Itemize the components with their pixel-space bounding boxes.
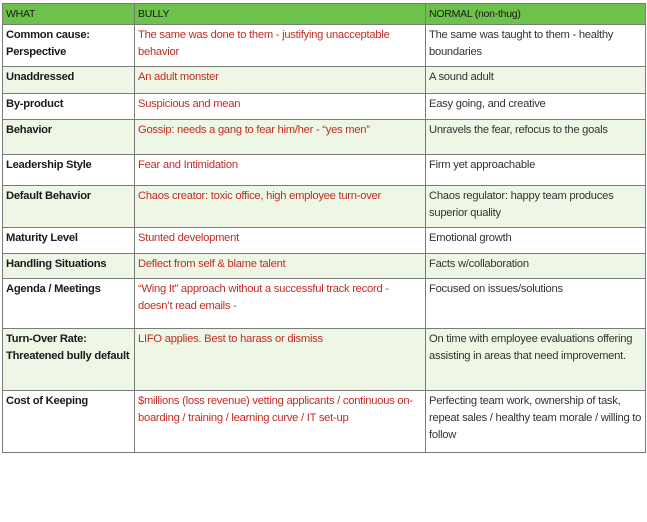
cell-text: Suspicious and mean [138, 98, 241, 110]
cell-bully [135, 329, 426, 391]
cell-normal [426, 186, 646, 228]
cell-text: Fear and Intimidation [138, 159, 238, 171]
cell-normal [426, 391, 646, 453]
table-row [3, 391, 646, 453]
cell-text: Default Behavior [6, 190, 91, 202]
cell-text: LIFO applies. Best to harass or dismiss [138, 333, 323, 345]
cell-text: Unravels the fear, refocus to the goals [429, 124, 608, 136]
cell-what [3, 329, 135, 391]
cell-text: The same was done to them - justifying unacceptable behavior [138, 29, 390, 58]
cell-normal [426, 25, 646, 67]
cell-what [3, 279, 135, 329]
cell-text: Firm yet approachable [429, 159, 536, 171]
header-row [3, 4, 646, 25]
cell-text: Deflect from self & blame talent [138, 258, 286, 270]
cell-text: The same was taught to them - healthy boundaries [429, 29, 614, 58]
cell-what [3, 25, 135, 67]
table-row [3, 228, 646, 254]
cell-normal [426, 120, 646, 155]
cell-text: Perfecting team work, ownership of task, repeat sales / healthy team morale / willing to follow [429, 395, 642, 441]
header-what: WHAT [3, 4, 135, 25]
table-row [3, 120, 646, 155]
header-bully: BULLY [135, 4, 426, 25]
cell-text: Unaddressed [6, 71, 75, 83]
cell-text: Agenda / Meetings [6, 283, 101, 295]
cell-text: On time with employee evaluations offering assisting in areas that need improvement. [429, 333, 633, 362]
cell-text: Chaos creator: toxic office, high employee turn-over [138, 190, 381, 202]
cell-text: Facts w/collaboration [429, 258, 529, 270]
cell-text: Common cause: Perspective [6, 29, 90, 58]
cell-normal [426, 279, 646, 329]
cell-bully [135, 228, 426, 254]
cell-what [3, 391, 135, 453]
cell-what [3, 67, 135, 94]
cell-text: An adult monster [138, 71, 219, 83]
cell-text: Gossip: needs a gang to fear him/her - “yes men” [138, 124, 370, 136]
cell-what [3, 155, 135, 186]
table-row [3, 25, 646, 67]
cell-normal [426, 94, 646, 120]
cell-text: A sound adult [429, 71, 494, 83]
cell-text: Behavior [6, 124, 52, 136]
cell-what [3, 120, 135, 155]
table-row [3, 67, 646, 94]
cell-text: “Wing It” approach without a successful track record - doesn’t read emails - [138, 283, 389, 312]
cell-bully [135, 94, 426, 120]
table-row [3, 155, 646, 186]
cell-bully [135, 155, 426, 186]
table-row [3, 279, 646, 329]
cell-bully [135, 186, 426, 228]
cell-normal [426, 67, 646, 94]
cell-text: Emotional growth [429, 232, 512, 244]
table-row [3, 186, 646, 228]
cell-normal [426, 155, 646, 186]
cell-text: Stunted development [138, 232, 239, 244]
cell-text: Leadership Style [6, 159, 92, 171]
cell-bully [135, 67, 426, 94]
cell-what [3, 186, 135, 228]
cell-bully [135, 120, 426, 155]
table-row [3, 254, 646, 279]
cell-text: $millions (loss revenue) vetting applicants / continuous on-boarding / training / learning curve / IT set-up [138, 395, 413, 424]
cell-normal [426, 329, 646, 391]
cell-normal [426, 228, 646, 254]
cell-bully [135, 25, 426, 67]
cell-what [3, 228, 135, 254]
cell-what [3, 254, 135, 279]
cell-bully [135, 279, 426, 329]
header-normal: NORMAL (non-thug) [426, 4, 646, 25]
cell-text: Focused on issues/solutions [429, 283, 563, 295]
cell-text: Chaos regulator: happy team produces superior quality [429, 190, 614, 219]
cell-text: By-product [6, 98, 64, 110]
cell-bully [135, 254, 426, 279]
comparison-table [2, 3, 646, 453]
cell-text: Handling Situations [6, 258, 107, 270]
cell-text: Cost of Keeping [6, 395, 89, 407]
cell-bully [135, 391, 426, 453]
table-row [3, 94, 646, 120]
cell-text: Turn-Over Rate: Threatened bully default [6, 333, 130, 362]
table-row [3, 329, 646, 391]
cell-text: Easy going, and creative [429, 98, 546, 110]
cell-normal [426, 254, 646, 279]
cell-text: Maturity Level [6, 232, 78, 244]
cell-what [3, 94, 135, 120]
